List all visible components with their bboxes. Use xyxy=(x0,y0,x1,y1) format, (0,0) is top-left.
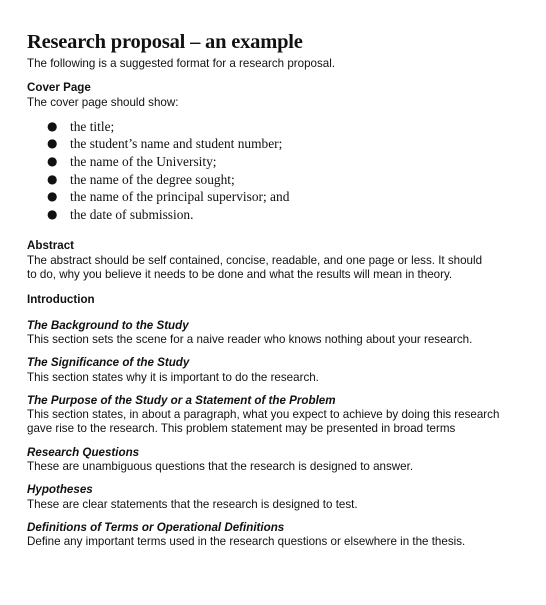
abstract-line-1: The abstract should be self contained, concise, readable, and one page or less. It should xyxy=(27,253,483,267)
research-questions-text: These are unambiguous questions that the research is designed to answer. xyxy=(27,460,414,474)
list-item xyxy=(47,171,532,189)
abstract-heading: Abstract xyxy=(27,239,75,253)
background-heading: The Background to the Study xyxy=(27,318,189,332)
research-questions-heading: Research Questions xyxy=(27,445,140,459)
significance-heading: The Significance of the Study xyxy=(27,356,190,370)
list-item xyxy=(47,206,532,224)
document-page xyxy=(27,30,532,550)
bullet-icon: ● xyxy=(47,206,58,221)
list-item xyxy=(47,135,532,153)
hypotheses-text: These are clear statements that the research is designed to test. xyxy=(27,497,358,511)
list-item-text: the name of the University; xyxy=(70,154,217,170)
cover-page-text: The cover page should show: xyxy=(27,95,179,109)
bullet-icon: ● xyxy=(47,189,58,204)
list-item xyxy=(47,153,532,171)
purpose-line-2: gave rise to the research. This problem statement may be presented in broad terms xyxy=(27,422,456,436)
purpose-heading: The Purpose of the Study or a Statement of the Problem xyxy=(27,393,336,407)
hypotheses-heading: Hypotheses xyxy=(27,483,93,497)
cover-page-list xyxy=(27,118,532,224)
cover-page-heading: Cover Page xyxy=(27,81,91,95)
list-item-text: the name of the degree sought; xyxy=(70,171,235,187)
definitions-heading: Definitions of Terms or Operational Definitions xyxy=(27,520,285,534)
list-item xyxy=(47,188,532,206)
abstract-line-2: to do, why you believe it needs to be done and what the results will mean in theory. xyxy=(27,268,453,282)
definitions-text: Define any important terms used in the research questions or elsewhere in the thesis. xyxy=(27,535,466,549)
list-item xyxy=(47,118,532,136)
bullet-icon: ● xyxy=(47,154,58,169)
background-text: This section sets the scene for a naive reader who knows nothing about your research. xyxy=(27,332,473,346)
purpose-line-1: This section states, in about a paragraph, what you expect to achieve by doing this research xyxy=(27,408,500,422)
bullet-icon: ● xyxy=(47,136,58,151)
page-title: Research proposal – an example xyxy=(27,31,303,53)
list-item-text: the student’s name and student number; xyxy=(70,136,283,152)
list-item-text: the date of submission. xyxy=(70,206,194,222)
introduction-heading: Introduction xyxy=(27,293,95,307)
list-item-text: the title; xyxy=(70,118,115,134)
bullet-icon: ● xyxy=(47,118,58,133)
intro-text: The following is a suggested format for a research proposal. xyxy=(27,57,336,70)
significance-text: This section states why it is important to do the research. xyxy=(27,370,319,384)
list-item-text: the name of the principal supervisor; and xyxy=(70,189,290,205)
bullet-icon: ● xyxy=(47,171,58,186)
